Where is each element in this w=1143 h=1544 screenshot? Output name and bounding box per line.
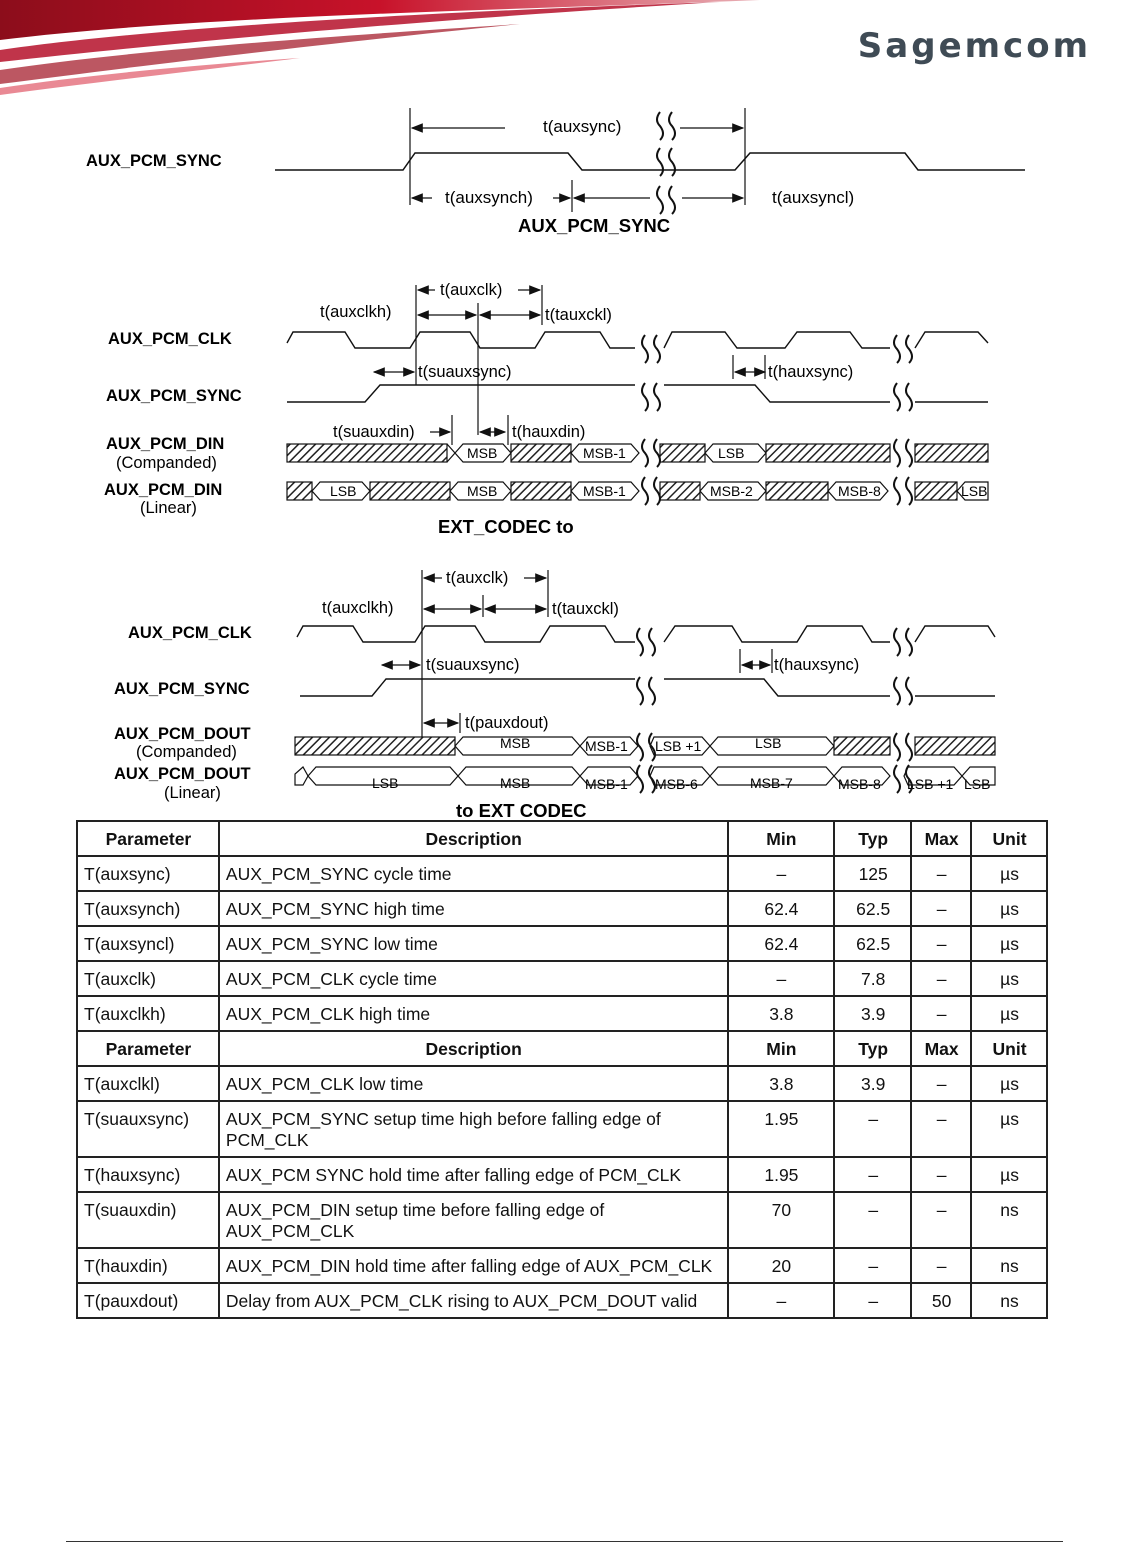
table-cell: –	[911, 1157, 971, 1192]
din-clk-waveform	[287, 332, 635, 348]
table-cell: T(suauxsync)	[77, 1101, 219, 1157]
column-header: Max	[911, 821, 971, 856]
table-cell: AUX_PCM_CLK low time	[219, 1066, 728, 1101]
table-cell: –	[911, 1101, 971, 1157]
t-auxsynch-label: t(auxsynch)	[445, 188, 533, 207]
din-comp-cell: MSB-1	[583, 445, 626, 461]
table-cell: –	[728, 1283, 835, 1318]
table-cell: –	[911, 1248, 971, 1283]
table-cell: 62.4	[728, 891, 835, 926]
table-cell: 50	[911, 1283, 971, 1318]
table-cell: T(auxsyncl)	[77, 926, 219, 961]
t-auxsyncl-label: t(auxsyncl)	[772, 188, 855, 207]
table-cell: AUX_PCM_SYNC cycle time	[219, 856, 728, 891]
table-cell: ns	[971, 1248, 1047, 1283]
table-row	[77, 891, 1047, 926]
table-row	[77, 1157, 1047, 1192]
dout-clk-label: AUX_PCM_CLK	[128, 624, 252, 642]
table-row	[77, 926, 1047, 961]
dout-lin-cell: MSB-6	[655, 776, 698, 792]
table-cell: –	[834, 1192, 911, 1248]
dout-lin-cell: MSB-8	[838, 776, 881, 792]
table-cell: 3.9	[834, 996, 911, 1031]
table-section-a	[77, 821, 1047, 1031]
table-cell: T(auxclkh)	[77, 996, 219, 1031]
table-row	[77, 856, 1047, 891]
column-header: Unit	[971, 821, 1047, 856]
din-lin-cell: MSB-1	[583, 483, 626, 499]
column-header: Min	[728, 1031, 835, 1066]
table-cell: AUX_PCM_DIN hold time after falling edge of AUX_PCM_CLK	[219, 1248, 728, 1283]
din-lin-cell: LSB	[330, 483, 357, 499]
table-cell: µs	[971, 961, 1047, 996]
din-sync-waveform	[287, 385, 635, 402]
din-linear-signal-label: AUX_PCM_DIN	[104, 481, 223, 499]
table-cell: –	[911, 926, 971, 961]
sync-diagram-caption: AUX_PCM_SYNC	[518, 215, 671, 236]
table-cell: –	[834, 1157, 911, 1192]
din-linear-note: (Linear)	[140, 499, 197, 517]
table-cell: –	[911, 996, 971, 1031]
dout-comp-cell: LSB	[755, 735, 782, 751]
table-cell: T(auxclk)	[77, 961, 219, 996]
dout-companded-bus	[295, 737, 995, 755]
column-header: Typ	[834, 821, 911, 856]
table-cell: T(auxsync)	[77, 856, 219, 891]
table-cell: –	[911, 1066, 971, 1101]
table-cell: µs	[971, 996, 1047, 1031]
dout-companded-signal-label: AUX_PCM_DOUT	[114, 725, 251, 743]
table-cell: AUX_PCM_SYNC low time	[219, 926, 728, 961]
table-row	[77, 1248, 1047, 1283]
din-timing-diagram	[0, 275, 1143, 540]
timing-parameter-table	[76, 820, 1048, 1319]
table-cell: –	[728, 856, 835, 891]
table-cell: –	[834, 1248, 911, 1283]
table-cell: –	[834, 1283, 911, 1318]
table-cell: T(pauxdout)	[77, 1283, 219, 1318]
din-linear-bus	[287, 482, 988, 500]
table-cell: 70	[728, 1192, 835, 1248]
table-cell: T(suauxdin)	[77, 1192, 219, 1248]
dout-lin-cell: LSB	[964, 776, 991, 792]
din-companded-signal-label: AUX_PCM_DIN	[106, 435, 225, 453]
table-cell: 7.8	[834, 961, 911, 996]
column-header: Parameter	[77, 1031, 219, 1066]
din-clk-label: AUX_PCM_CLK	[108, 330, 232, 348]
table-cell: 62.5	[834, 926, 911, 961]
dout-comp-cell: LSB +1	[655, 738, 702, 754]
dout-t-pauxdout: t(pauxdout)	[465, 714, 549, 732]
din-diagram-caption: EXT_CODEC to	[438, 516, 574, 537]
table-cell: 3.8	[728, 996, 835, 1031]
table-cell: ns	[971, 1192, 1047, 1248]
dout-t-auxclk: t(auxclk)	[446, 569, 509, 587]
break-mark	[657, 112, 675, 214]
din-comp-cell: LSB	[718, 445, 745, 461]
table-cell: 62.5	[834, 891, 911, 926]
table-cell: AUX_PCM_SYNC high time	[219, 891, 728, 926]
table-cell: –	[911, 891, 971, 926]
dout-t-suauxsync: t(suauxsync)	[426, 656, 520, 674]
table-cell: AUX_PCM_CLK cycle time	[219, 961, 728, 996]
din-lin-cell: MSB	[467, 483, 498, 499]
table-cell: µs	[971, 1101, 1047, 1157]
table-cell: µs	[971, 856, 1047, 891]
table-header-row	[77, 1031, 1047, 1066]
column-header: Description	[219, 1031, 728, 1066]
dout-linear-bus	[295, 767, 995, 785]
dout-diagram-caption: to EXT CODEC	[456, 800, 587, 820]
header-swoosh	[0, 0, 760, 95]
table-cell: µs	[971, 1157, 1047, 1192]
table-cell: AUX_PCM_SYNC setup time high before falling edge of PCM_CLK	[219, 1101, 728, 1157]
sync-signal-label: AUX_PCM_SYNC	[86, 152, 222, 170]
din-comp-cell: MSB	[467, 445, 498, 461]
dout-lin-cell: MSB-7	[750, 775, 793, 791]
sagemcom-logo: Sagemcom	[857, 26, 1091, 66]
dout-lin-cell: MSB-1	[585, 776, 628, 792]
column-header: Unit	[971, 1031, 1047, 1066]
table-cell: T(hauxdin)	[77, 1248, 219, 1283]
column-header: Description	[219, 821, 728, 856]
table-cell: µs	[971, 891, 1047, 926]
table-cell: 1.95	[728, 1157, 835, 1192]
din-t-auxclk: t(auxclk)	[440, 281, 503, 299]
table-cell: Delay from AUX_PCM_CLK rising to AUX_PCM_DOUT valid	[219, 1283, 728, 1318]
table-cell: AUX_PCM_CLK high time	[219, 996, 728, 1031]
table-row	[77, 961, 1047, 996]
dout-sync-waveform	[300, 679, 635, 696]
dout-companded-note: (Companded)	[136, 743, 237, 761]
table-row	[77, 996, 1047, 1031]
din-companded-bus	[287, 444, 988, 462]
t-auxsync-label: t(auxsync)	[543, 117, 622, 136]
table-cell: µs	[971, 1066, 1047, 1101]
table-header-row	[77, 821, 1047, 856]
din-lin-cell: LSB	[961, 483, 988, 499]
dout-sync-label: AUX_PCM_SYNC	[114, 680, 250, 698]
table-cell: ns	[971, 1283, 1047, 1318]
table-cell: 62.4	[728, 926, 835, 961]
table-cell: –	[911, 1192, 971, 1248]
table-cell: 20	[728, 1248, 835, 1283]
dout-linear-note: (Linear)	[164, 784, 221, 802]
table-cell: –	[834, 1101, 911, 1157]
din-t-tauxckl: t(tauxckl)	[545, 306, 612, 324]
table-row	[77, 1283, 1047, 1318]
din-sync-label: AUX_PCM_SYNC	[106, 387, 242, 405]
table-cell: AUX_PCM SYNC hold time after falling edge of PCM_CLK	[219, 1157, 728, 1192]
table-cell: 3.8	[728, 1066, 835, 1101]
din-t-suauxsync: t(suauxsync)	[418, 363, 512, 381]
dout-t-hauxsync: t(hauxsync)	[774, 656, 860, 674]
din-t-hauxdin: t(hauxdin)	[512, 423, 586, 441]
table-row	[77, 1101, 1047, 1157]
din-companded-note: (Companded)	[116, 454, 217, 472]
table-row	[77, 1192, 1047, 1248]
dout-t-auxclkh: t(auxclkh)	[322, 599, 394, 617]
table-cell: –	[728, 961, 835, 996]
dout-clk-waveform	[297, 626, 635, 642]
table-cell: T(auxsynch)	[77, 891, 219, 926]
dout-comp-cell: MSB-1	[585, 738, 628, 754]
dout-lin-cell: LSB	[372, 775, 399, 791]
din-t-suauxdin: t(suauxdin)	[333, 423, 415, 441]
din-t-auxclkh: t(auxclkh)	[320, 303, 392, 321]
table-cell: µs	[971, 926, 1047, 961]
column-header: Parameter	[77, 821, 219, 856]
table-row	[77, 1066, 1047, 1101]
table-cell: T(hauxsync)	[77, 1157, 219, 1192]
dout-t-tauxckl: t(tauxckl)	[552, 600, 619, 618]
footer-rule	[66, 1541, 1063, 1542]
table-cell: 125	[834, 856, 911, 891]
din-t-hauxsync: t(hauxsync)	[768, 363, 854, 381]
dout-lin-cell: LSB +1	[907, 776, 954, 792]
column-header: Min	[728, 821, 835, 856]
dout-linear-signal-label: AUX_PCM_DOUT	[114, 765, 251, 783]
column-header: Max	[911, 1031, 971, 1066]
break-mark	[642, 335, 912, 505]
dout-lin-cell: MSB	[500, 775, 531, 791]
din-lin-cell: MSB-2	[710, 483, 753, 499]
table-cell: –	[911, 961, 971, 996]
dout-comp-cell: MSB	[500, 735, 531, 751]
din-lin-cell: MSB-8	[838, 483, 881, 499]
table-cell: 3.9	[834, 1066, 911, 1101]
column-header: Typ	[834, 1031, 911, 1066]
sync-waveform	[275, 153, 1025, 170]
table-section-b	[77, 1031, 1047, 1318]
table-cell: T(auxclkl)	[77, 1066, 219, 1101]
table-cell: –	[911, 856, 971, 891]
dout-timing-diagram	[0, 565, 1143, 820]
table-cell: AUX_PCM_DIN setup time before falling edge of AUX_PCM_CLK	[219, 1192, 728, 1248]
table-cell: 1.95	[728, 1101, 835, 1157]
